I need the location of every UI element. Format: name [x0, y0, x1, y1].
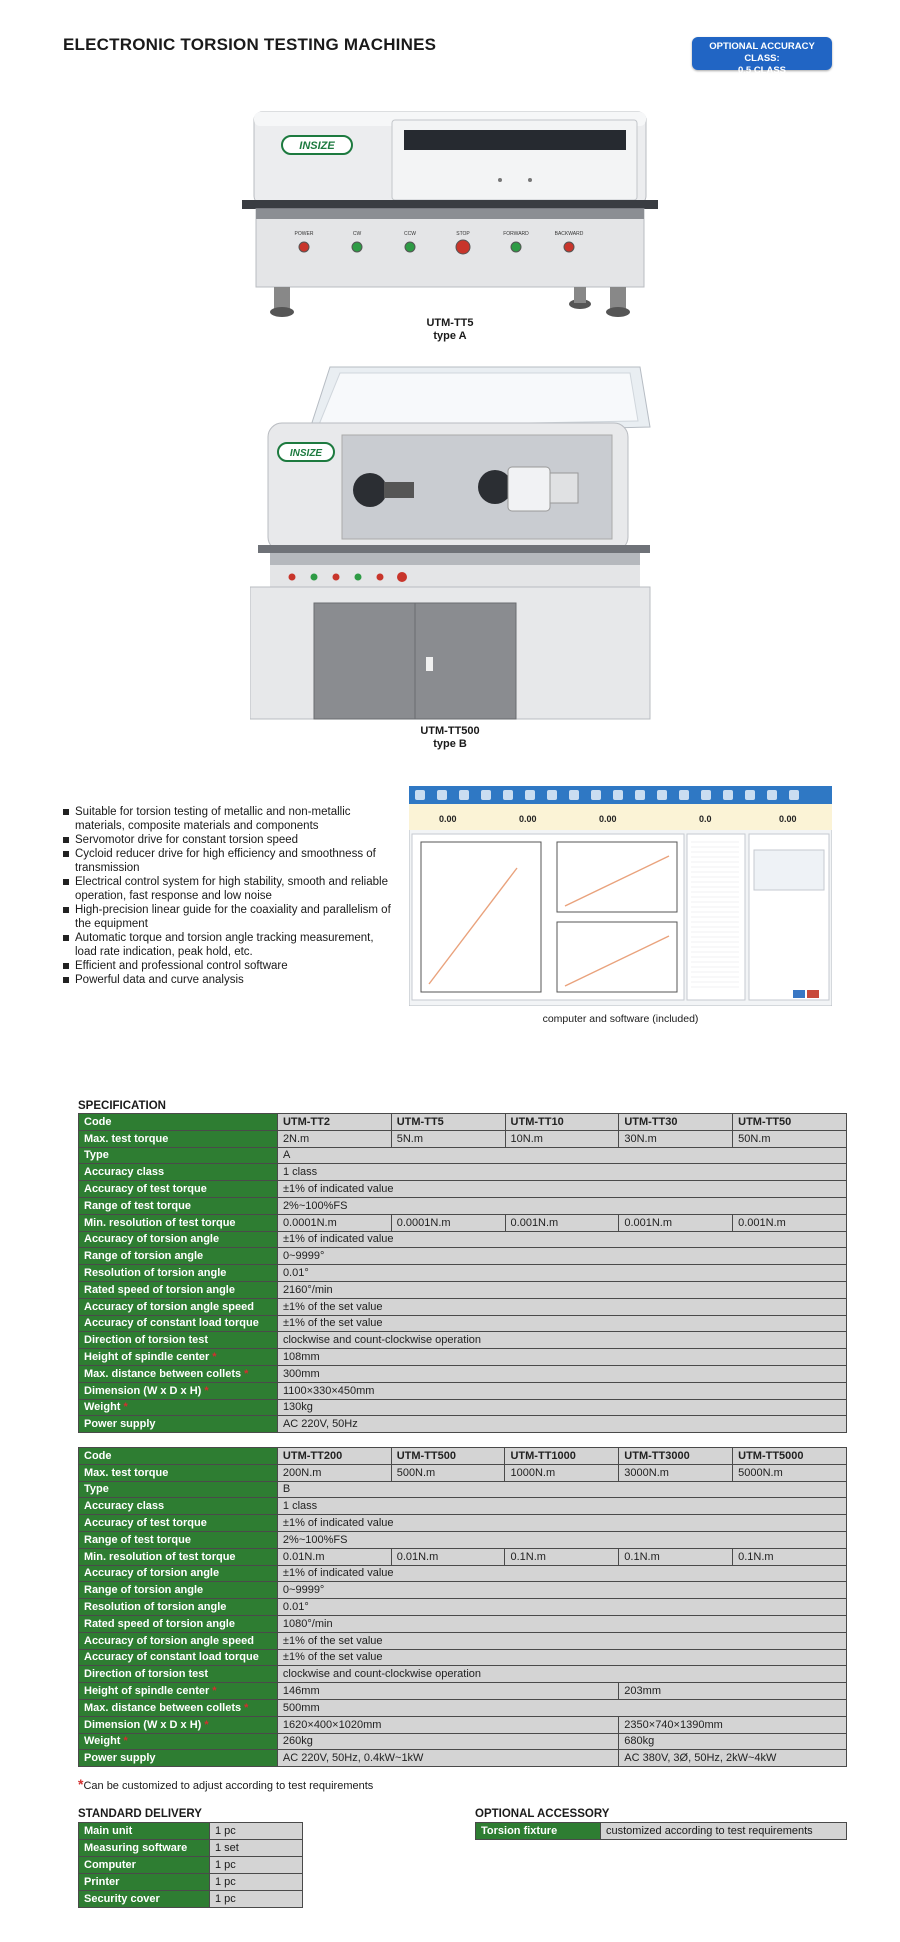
- row-value: 2N.m: [277, 1130, 391, 1147]
- table-row: [79, 1464, 847, 1481]
- model-code: UTM-TT5: [391, 1114, 505, 1131]
- row-value: 0.0001N.m: [391, 1214, 505, 1231]
- table-row: [79, 1164, 847, 1181]
- table-row: [79, 1632, 847, 1649]
- panel-button-icon: [397, 572, 407, 582]
- table-row: [79, 1840, 303, 1857]
- row-label: [79, 1214, 278, 1231]
- toolbar-icon: [635, 790, 645, 800]
- row-value: 3000N.m: [619, 1464, 733, 1481]
- feature-item: Electrical control system for high stability, smooth and reliable operation, fast response and low noise: [63, 875, 393, 903]
- row-label-text: Weight: [84, 1735, 121, 1748]
- table-row: [79, 1649, 847, 1666]
- row-label: [79, 1515, 278, 1532]
- table-row: [79, 1750, 847, 1767]
- panel-label: BACKWARD: [554, 231, 584, 237]
- panel-button-icon: [405, 242, 415, 252]
- customization-note: [78, 1776, 373, 1792]
- row-value: ±1% of indicated value: [277, 1565, 846, 1582]
- row-value: 0.1N.m: [733, 1548, 847, 1565]
- row-value: 0.01°: [277, 1599, 846, 1616]
- machine-a-caption: [390, 317, 510, 343]
- row-label-text: Dimension (W x D x H): [84, 1384, 202, 1397]
- software-readout: 0.0: [699, 814, 712, 824]
- table-row: [79, 1197, 847, 1214]
- row-label-text: Accuracy of torsion angle speed: [84, 1300, 254, 1313]
- row-label-text: Accuracy of constant load torque: [84, 1317, 259, 1330]
- row-value: 30N.m: [619, 1130, 733, 1147]
- row-label-text: Min. resolution of test torque: [84, 1550, 236, 1563]
- machine-a-model: UTM-TT5: [426, 317, 474, 329]
- customizable-star: *: [212, 1351, 217, 1364]
- row-label: [79, 1147, 278, 1164]
- row-label: [79, 1248, 278, 1265]
- row-label: [79, 1716, 278, 1733]
- panel-label: STOP: [456, 231, 470, 237]
- table-row: [79, 1332, 847, 1349]
- row-label-text: Min. resolution of test torque: [84, 1216, 236, 1229]
- row-value: 0.01°: [277, 1265, 846, 1282]
- table-row: [79, 1874, 303, 1891]
- row-value: 0.001N.m: [733, 1214, 847, 1231]
- panel-button-icon: [511, 242, 521, 252]
- panel-button-icon: [456, 240, 470, 254]
- table-row: [79, 1130, 847, 1147]
- row-label: [79, 1265, 278, 1282]
- row-value: 260kg: [277, 1733, 618, 1750]
- machine-b-model: UTM-TT500: [420, 725, 480, 737]
- customizable-star: *: [244, 1701, 249, 1714]
- row-value: 0.001N.m: [619, 1214, 733, 1231]
- model-code: UTM-TT200: [277, 1448, 391, 1465]
- model-code: UTM-TT50: [733, 1114, 847, 1131]
- row-label: [79, 1416, 278, 1433]
- row-value: 1 class: [277, 1164, 846, 1181]
- panel-label: POWER: [294, 231, 314, 237]
- toolbar-icon: [767, 790, 777, 800]
- row-label: [79, 1464, 278, 1481]
- row-value: ±1% of the set value: [277, 1315, 846, 1332]
- row-label: [79, 1649, 278, 1666]
- toolbar-icon: [591, 790, 601, 800]
- row-label: [79, 1683, 278, 1700]
- table-row: [79, 1599, 847, 1616]
- row-label: [79, 1332, 278, 1349]
- row-label-text: Height of spindle center: [84, 1685, 210, 1698]
- row-value: 0.1N.m: [619, 1548, 733, 1565]
- row-value: AC 220V, 50Hz: [277, 1416, 846, 1433]
- table-row: [79, 1416, 847, 1433]
- feature-item: Suitable for torsion testing of metallic and non-metallic materials, composite materials and components: [63, 805, 393, 833]
- row-value: 2%~100%FS: [277, 1531, 846, 1548]
- table-row: [79, 1481, 847, 1498]
- software-readout: 0.00: [519, 814, 537, 824]
- toolbar-icon: [437, 790, 447, 800]
- toolbar-icon: [459, 790, 469, 800]
- panel-label: FORWARD: [503, 231, 529, 237]
- table-row: [79, 1349, 847, 1366]
- table-row: [476, 1823, 847, 1840]
- row-label-text: Weight: [84, 1401, 121, 1414]
- machine-b-logo: INSIZE: [289, 448, 323, 459]
- panel-button-icon: [311, 574, 318, 581]
- software-screenshot: [409, 786, 832, 1006]
- feature-item: Automatic torque and torsion angle tracking measurement, load rate indication, peak hold, etc.: [63, 931, 393, 959]
- row-label-text: Max. test torque: [84, 1132, 169, 1145]
- accuracy-class-badge: [692, 37, 832, 76]
- item-value: 1 pc: [210, 1891, 303, 1908]
- table-row: [79, 1548, 847, 1565]
- row-value: 0.01N.m: [277, 1548, 391, 1565]
- standard-delivery-title: STANDARD DELIVERY: [78, 1808, 202, 1820]
- row-value: ±1% of the set value: [277, 1649, 846, 1666]
- table-row: [79, 1857, 303, 1874]
- row-label-text: Accuracy of torsion angle: [84, 1233, 220, 1246]
- row-value: 10N.m: [505, 1130, 619, 1147]
- toolbar-icon: [415, 790, 425, 800]
- model-code: UTM-TT10: [505, 1114, 619, 1131]
- customizable-star: *: [204, 1718, 209, 1731]
- row-value: 2160°/min: [277, 1281, 846, 1298]
- row-label-text: Rated speed of torsion angle: [84, 1283, 235, 1296]
- table-row: [79, 1281, 847, 1298]
- note-star: *: [78, 1776, 84, 1792]
- row-label-text: Type: [84, 1483, 109, 1496]
- row-label: [79, 1281, 278, 1298]
- item-label: Printer: [79, 1874, 210, 1891]
- panel-button-icon: [333, 574, 340, 581]
- row-label: [79, 1130, 278, 1147]
- row-value: 2350×740×1390mm: [619, 1716, 847, 1733]
- row-label-text: Accuracy class: [84, 1166, 165, 1179]
- item-value: 1 pc: [210, 1823, 303, 1840]
- row-value: 680kg: [619, 1733, 847, 1750]
- row-value: 0.0001N.m: [277, 1214, 391, 1231]
- row-label-text: Direction of torsion test: [84, 1334, 209, 1347]
- row-label-text: Accuracy of test torque: [84, 1517, 207, 1530]
- table-row: [79, 1315, 847, 1332]
- row-value: AC 220V, 50Hz, 0.4kW~1kW: [277, 1750, 618, 1767]
- standard-delivery-table: [78, 1822, 303, 1908]
- table-row: [79, 1891, 303, 1908]
- item-value: customized according to test requirements: [601, 1823, 847, 1840]
- row-label: [79, 1599, 278, 1616]
- row-label-text: Power supply: [84, 1418, 156, 1431]
- row-label: [79, 1498, 278, 1515]
- table-row: [79, 1565, 847, 1582]
- table-header-row: [79, 1448, 847, 1465]
- table-row: [79, 1298, 847, 1315]
- panel-label: CCW: [404, 231, 416, 237]
- customizable-star: *: [123, 1735, 128, 1748]
- toolbar-icon: [503, 790, 513, 800]
- panel-button-icon: [377, 574, 384, 581]
- row-value: ±1% of the set value: [277, 1298, 846, 1315]
- row-value: 500N.m: [391, 1464, 505, 1481]
- row-value: 146mm: [277, 1683, 618, 1700]
- table-row: [79, 1181, 847, 1198]
- toolbar-icon: [745, 790, 755, 800]
- row-value: ±1% of the set value: [277, 1632, 846, 1649]
- row-value: ±1% of indicated value: [277, 1515, 846, 1532]
- model-code: UTM-TT3000: [619, 1448, 733, 1465]
- row-value: 0.001N.m: [505, 1214, 619, 1231]
- row-value: AC 380V, 3Ø, 50Hz, 2kW~4kW: [619, 1750, 847, 1767]
- row-label-text: Max. distance between collets: [84, 1701, 242, 1714]
- feature-list: [63, 805, 393, 987]
- panel-button-icon: [564, 242, 574, 252]
- row-value: 108mm: [277, 1349, 846, 1366]
- row-value: 5N.m: [391, 1130, 505, 1147]
- row-value: 0~9999°: [277, 1582, 846, 1599]
- row-value: clockwise and count-clockwise operation: [277, 1332, 846, 1349]
- row-label: [79, 1733, 278, 1750]
- model-code: UTM-TT30: [619, 1114, 733, 1131]
- row-label-text: Accuracy of constant load torque: [84, 1651, 259, 1664]
- feature-item: Efficient and professional control software: [63, 959, 393, 973]
- row-value: 300mm: [277, 1365, 846, 1382]
- item-value: 1 pc: [210, 1874, 303, 1891]
- item-label: Computer: [79, 1857, 210, 1874]
- panel-button-icon: [352, 242, 362, 252]
- row-label: [79, 1349, 278, 1366]
- table-row: [79, 1515, 847, 1532]
- customizable-star: *: [204, 1384, 209, 1397]
- row-label: [79, 1548, 278, 1565]
- table-row: [79, 1683, 847, 1700]
- software-readout: 0.00: [779, 814, 797, 824]
- row-label: [79, 1481, 278, 1498]
- row-label: [79, 1699, 278, 1716]
- feature-item: Powerful data and curve analysis: [63, 973, 393, 987]
- table-row: [79, 1231, 847, 1248]
- table-header-row: [79, 1114, 847, 1131]
- panel-label: CW: [352, 231, 362, 237]
- row-label: [79, 1666, 278, 1683]
- header-label: Code: [79, 1448, 278, 1465]
- machine-a-logo: INSIZE: [299, 140, 335, 152]
- table-row: [79, 1265, 847, 1282]
- spec-table-type-b: [78, 1447, 847, 1767]
- row-label-text: Accuracy of torsion angle: [84, 1567, 220, 1580]
- row-label: [79, 1365, 278, 1382]
- table-row: [79, 1365, 847, 1382]
- row-value: 1 class: [277, 1498, 846, 1515]
- row-label-text: Accuracy of torsion angle speed: [84, 1634, 254, 1647]
- machine-b-image: [250, 365, 660, 725]
- row-label: [79, 1382, 278, 1399]
- row-label-text: Accuracy class: [84, 1500, 165, 1513]
- row-value: 0.1N.m: [505, 1548, 619, 1565]
- spec-table-type-a: [78, 1113, 847, 1433]
- table-row: [79, 1582, 847, 1599]
- badge-line-2: 0.5 CLASS: [737, 65, 787, 76]
- software-readout: 0.00: [599, 814, 617, 824]
- row-value: 1100×330×450mm: [277, 1382, 846, 1399]
- row-label: [79, 1197, 278, 1214]
- row-value: 50N.m: [733, 1130, 847, 1147]
- panel-button-icon: [289, 574, 296, 581]
- row-label-text: Range of torsion angle: [84, 1584, 204, 1597]
- toolbar-icon: [569, 790, 579, 800]
- table-row: [79, 1699, 847, 1716]
- row-label-text: Power supply: [84, 1752, 156, 1765]
- toolbar-icon: [657, 790, 667, 800]
- table-row: [79, 1382, 847, 1399]
- panel-button-icon: [299, 242, 309, 252]
- panel-button-icon: [355, 574, 362, 581]
- note-text: Can be customized to adjust according to test requirements: [83, 1780, 374, 1792]
- row-value: ±1% of indicated value: [277, 1231, 846, 1248]
- row-value: 200N.m: [277, 1464, 391, 1481]
- item-value: 1 pc: [210, 1857, 303, 1874]
- machine-b-type: type B: [433, 738, 467, 750]
- row-value: 1000N.m: [505, 1464, 619, 1481]
- row-value: A: [277, 1147, 846, 1164]
- machine-a-image: [240, 108, 660, 323]
- table-row: [79, 1716, 847, 1733]
- customizable-star: *: [244, 1367, 249, 1380]
- row-label-text: Accuracy of test torque: [84, 1183, 207, 1196]
- badge-line-1: OPTIONAL ACCURACY CLASS:: [709, 41, 815, 64]
- row-value: clockwise and count-clockwise operation: [277, 1666, 846, 1683]
- feature-item: High-precision linear guide for the coaxiality and parallelism of the equipment: [63, 903, 393, 931]
- row-value: 1620×400×1020mm: [277, 1716, 618, 1733]
- item-label: Security cover: [79, 1891, 210, 1908]
- row-label: [79, 1399, 278, 1416]
- row-value: 130kg: [277, 1399, 846, 1416]
- row-value: 1080°/min: [277, 1615, 846, 1632]
- table-row: [79, 1399, 847, 1416]
- row-label: [79, 1531, 278, 1548]
- header-label: Code: [79, 1114, 278, 1131]
- toolbar-icon: [613, 790, 623, 800]
- table-row: [79, 1147, 847, 1164]
- software-readout: 0.00: [439, 814, 457, 824]
- machine-b-caption: [380, 725, 520, 751]
- row-label: [79, 1582, 278, 1599]
- optional-accessory-title: OPTIONAL ACCESSORY: [475, 1808, 610, 1820]
- feature-item: Cycloid reducer drive for high efficiency and smoothness of transmission: [63, 847, 393, 875]
- toolbar-icon: [701, 790, 711, 800]
- spec-title: SPECIFICATION: [78, 1100, 166, 1112]
- table-row: [79, 1214, 847, 1231]
- table-row: [79, 1823, 303, 1840]
- toolbar-icon: [679, 790, 689, 800]
- customizable-star: *: [212, 1685, 217, 1698]
- row-label-text: Range of test torque: [84, 1199, 191, 1212]
- row-label-text: Range of test torque: [84, 1533, 191, 1546]
- model-code: UTM-TT5000: [733, 1448, 847, 1465]
- toolbar-icon: [723, 790, 733, 800]
- row-label: [79, 1164, 278, 1181]
- model-code: UTM-TT1000: [505, 1448, 619, 1465]
- row-label: [79, 1632, 278, 1649]
- model-code: UTM-TT2: [277, 1114, 391, 1131]
- row-label-text: Type: [84, 1149, 109, 1162]
- row-label: [79, 1315, 278, 1332]
- item-label: Measuring software: [79, 1840, 210, 1857]
- feature-item: Servomotor drive for constant torsion speed: [63, 833, 393, 847]
- row-label-text: Rated speed of torsion angle: [84, 1617, 235, 1630]
- table-row: [79, 1666, 847, 1683]
- row-value: 5000N.m: [733, 1464, 847, 1481]
- row-label-text: Max. test torque: [84, 1466, 169, 1479]
- toolbar-icon: [789, 790, 799, 800]
- item-label: Main unit: [79, 1823, 210, 1840]
- row-label: [79, 1231, 278, 1248]
- model-code: UTM-TT500: [391, 1448, 505, 1465]
- row-value: 2%~100%FS: [277, 1197, 846, 1214]
- page-title: ELECTRONIC TORSION TESTING MACHINES: [63, 35, 437, 54]
- row-label-text: Resolution of torsion angle: [84, 1601, 227, 1614]
- row-value: ±1% of indicated value: [277, 1181, 846, 1198]
- row-value: 0~9999°: [277, 1248, 846, 1265]
- table-row: [79, 1248, 847, 1265]
- item-value: 1 set: [210, 1840, 303, 1857]
- row-label-text: Dimension (W x D x H): [84, 1718, 202, 1731]
- row-label-text: Resolution of torsion angle: [84, 1267, 227, 1280]
- row-label: [79, 1298, 278, 1315]
- table-row: [79, 1531, 847, 1548]
- row-value: 203mm: [619, 1683, 847, 1700]
- item-label: Torsion fixture: [476, 1823, 601, 1840]
- toolbar-icon: [525, 790, 535, 800]
- row-label: [79, 1750, 278, 1767]
- row-label: [79, 1615, 278, 1632]
- row-label-text: Max. distance between collets: [84, 1367, 242, 1380]
- table-row: [79, 1733, 847, 1750]
- software-caption: computer and software (included): [542, 1013, 699, 1025]
- optional-accessory-table: [475, 1822, 847, 1840]
- row-label-text: Height of spindle center: [84, 1351, 210, 1364]
- row-label: [79, 1565, 278, 1582]
- toolbar-icon: [547, 790, 557, 800]
- row-label-text: Range of torsion angle: [84, 1250, 204, 1263]
- customizable-star: *: [123, 1401, 128, 1414]
- row-label-text: Direction of torsion test: [84, 1668, 209, 1681]
- table-row: [79, 1498, 847, 1515]
- row-value: B: [277, 1481, 846, 1498]
- row-value: 500mm: [277, 1699, 846, 1716]
- toolbar-icon: [481, 790, 491, 800]
- machine-a-type: type A: [433, 330, 467, 342]
- table-row: [79, 1615, 847, 1632]
- row-value: 0.01N.m: [391, 1548, 505, 1565]
- row-label: [79, 1181, 278, 1198]
